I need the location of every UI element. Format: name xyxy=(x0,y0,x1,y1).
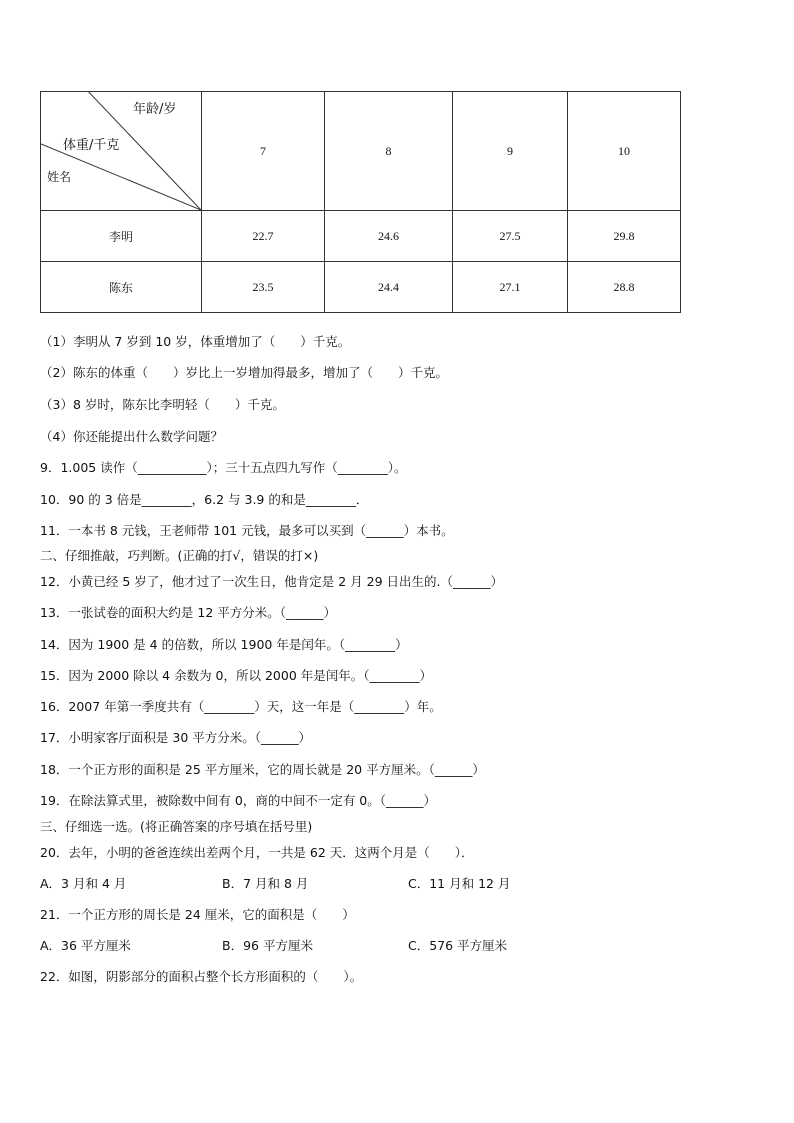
weight-cell: 22.7 xyxy=(202,211,325,262)
header-weight-label: 体重/千克 xyxy=(63,138,120,153)
q21-option-a: A．36 平方厘米 xyxy=(40,938,131,953)
question-17: 17．小明家客厅面积是 30 平方分米。（______） xyxy=(40,730,312,745)
section-3-heading: 三、仔细选一选。(将正确答案的序号填在括号里) xyxy=(40,819,313,834)
q20-option-c: C．11 月和 12 月 xyxy=(408,876,511,891)
table-row xyxy=(41,262,681,313)
q20-option-a: A．3 月和 4 月 xyxy=(40,876,127,891)
question-16: 16．2007 年第一季度共有（________）天，这一年是（________）年。 xyxy=(40,699,442,714)
question-8-2: （2）陈东的体重（ ）岁比上一岁增加得最多，增加了（ ）千克。 xyxy=(40,365,448,380)
table-corner-cell xyxy=(41,92,202,211)
question-8-1: （1）李明从 7 岁到 10 岁，体重增加了（ ）千克。 xyxy=(40,334,351,349)
section-2-heading: 二、仔细推敲，巧判断。(正确的打√，错误的打×) xyxy=(40,548,319,563)
weight-cell: 24.4 xyxy=(325,262,453,313)
age-header-cell: 10 xyxy=(568,92,681,211)
question-9: 9．1.005 读作（___________）；三十五点四九写作（________）。 xyxy=(40,460,407,475)
age-header-cell: 7 xyxy=(202,92,325,211)
weight-cell: 28.8 xyxy=(568,262,681,313)
table-header-row xyxy=(41,92,681,211)
header-age-label: 年龄/岁 xyxy=(133,102,177,117)
q21-option-b: B．96 平方厘米 xyxy=(222,938,313,953)
row-name-cell: 陈东 xyxy=(41,262,202,313)
question-22: 22．如图，阴影部分的面积占整个长方形面积的（ ）。 xyxy=(40,969,363,984)
weight-cell: 24.6 xyxy=(325,211,453,262)
question-10: 10．90 的 3 倍是________，6.2 与 3.9 的和是________． xyxy=(40,492,369,507)
table-row xyxy=(41,211,681,262)
question-19: 19．在除法算式里，被除数中间有 0，商的中间不一定有 0。（______） xyxy=(40,793,437,808)
q21-option-c: C．576 平方厘米 xyxy=(408,938,508,953)
question-18: 18．一个正方形的面积是 25 平方厘米，它的周长就是 20 平方厘米。（______） xyxy=(40,762,485,777)
q20-option-b: B．7 月和 8 月 xyxy=(222,876,309,891)
question-20: 20．去年，小明的爸爸连续出差两个月，一共是 62 天．这两个月是（ ）． xyxy=(40,845,474,860)
question-8-3: （3）8 岁时，陈东比李明轻（ ）千克。 xyxy=(40,397,285,412)
weight-age-table xyxy=(40,91,681,313)
weight-cell: 27.5 xyxy=(453,211,568,262)
question-15: 15．因为 2000 除以 4 余数为 0，所以 2000 年是闰年。（________） xyxy=(40,668,432,683)
question-8-4: （4）你还能提出什么数学问题？ xyxy=(40,429,223,444)
question-12: 12．小黄已经 5 岁了，他才过了一次生日，他肯定是 2 月 29 日出生的.（______） xyxy=(40,574,504,589)
header-name-label: 姓名 xyxy=(47,170,72,184)
question-21: 21．一个正方形的周长是 24 厘米，它的面积是（ ） xyxy=(40,907,355,922)
question-13: 13．一张试卷的面积大约是 12 平方分米。（______） xyxy=(40,605,337,620)
weight-cell: 23.5 xyxy=(202,262,325,313)
question-14: 14．因为 1900 是 4 的倍数，所以 1900 年是闰年。（________） xyxy=(40,637,408,652)
weight-cell: 29.8 xyxy=(568,211,681,262)
question-11: 11．一本书 8 元钱，王老师带 101 元钱，最多可以买到（______）本书。 xyxy=(40,523,454,538)
age-header-cell: 8 xyxy=(325,92,453,211)
row-name-cell: 李明 xyxy=(41,211,202,262)
age-header-cell: 9 xyxy=(453,92,568,211)
weight-cell: 27.1 xyxy=(453,262,568,313)
